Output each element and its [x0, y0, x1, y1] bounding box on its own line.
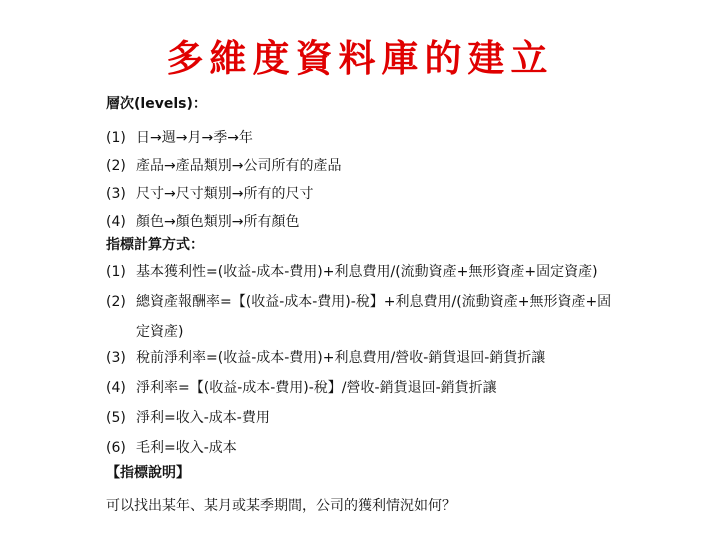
indicator-item [106, 261, 626, 283]
item-text: 毛利=收入-成本 [136, 440, 237, 456]
item-number: (2) [106, 158, 126, 174]
indicator-item [106, 407, 626, 429]
item-number: (1) [106, 130, 126, 146]
item-text: 稅前淨利率=(收益-成本-費用)+利息費用/營收-銷貨退回-銷貨折讓 [136, 350, 546, 366]
item-text: 總資產報酬率=【(收益-成本-費用)-稅】+利息費用/(流動資產+無形資產+固 [136, 294, 612, 310]
document-body [106, 94, 626, 517]
item-number: (3) [106, 186, 126, 202]
levels-item [106, 211, 626, 233]
indicator-item-continuation: 定資產) [136, 324, 184, 340]
levels-heading: 層次(levels)： [106, 96, 207, 112]
page-title: 多維度資料庫的建立 [166, 36, 554, 80]
item-number: (6) [106, 440, 126, 456]
indicators-heading: 指標計算方式： [106, 237, 204, 253]
item-number: (2) [106, 294, 126, 310]
levels-item [106, 155, 626, 177]
item-text: 淨利=收入-成本-費用 [136, 410, 270, 426]
indicator-item [106, 377, 626, 399]
item-text: 顏色→顏色類別→所有顏色 [136, 214, 300, 230]
item-number: (4) [106, 214, 126, 230]
indicator-item [106, 437, 626, 459]
item-text: 日→週→月→季→年 [136, 130, 253, 146]
item-text: 產品→產品類別→公司所有的產品 [136, 158, 342, 174]
item-text: 淨利率=【(收益-成本-費用)-稅】/營收-銷貨退回-銷貨折讓 [136, 380, 497, 396]
levels-item [106, 127, 626, 149]
explanation-text: 可以找出某年、某月或某季期間，公司的獲利情況如何？ [106, 498, 456, 514]
item-text: 尺寸→尺寸類別→所有的尺寸 [136, 186, 314, 202]
explanation-heading: 【指標說明】 [106, 465, 190, 481]
item-text: 基本獲利性=(收益-成本-費用)+利息費用/(流動資產+無形資產+固定資產) [136, 264, 598, 280]
levels-item [106, 183, 626, 205]
indicator-item [106, 291, 626, 313]
item-number: (1) [106, 264, 126, 280]
item-number: (3) [106, 350, 126, 366]
indicator-item [106, 347, 626, 369]
item-number: (4) [106, 380, 126, 396]
item-number: (5) [106, 410, 126, 426]
